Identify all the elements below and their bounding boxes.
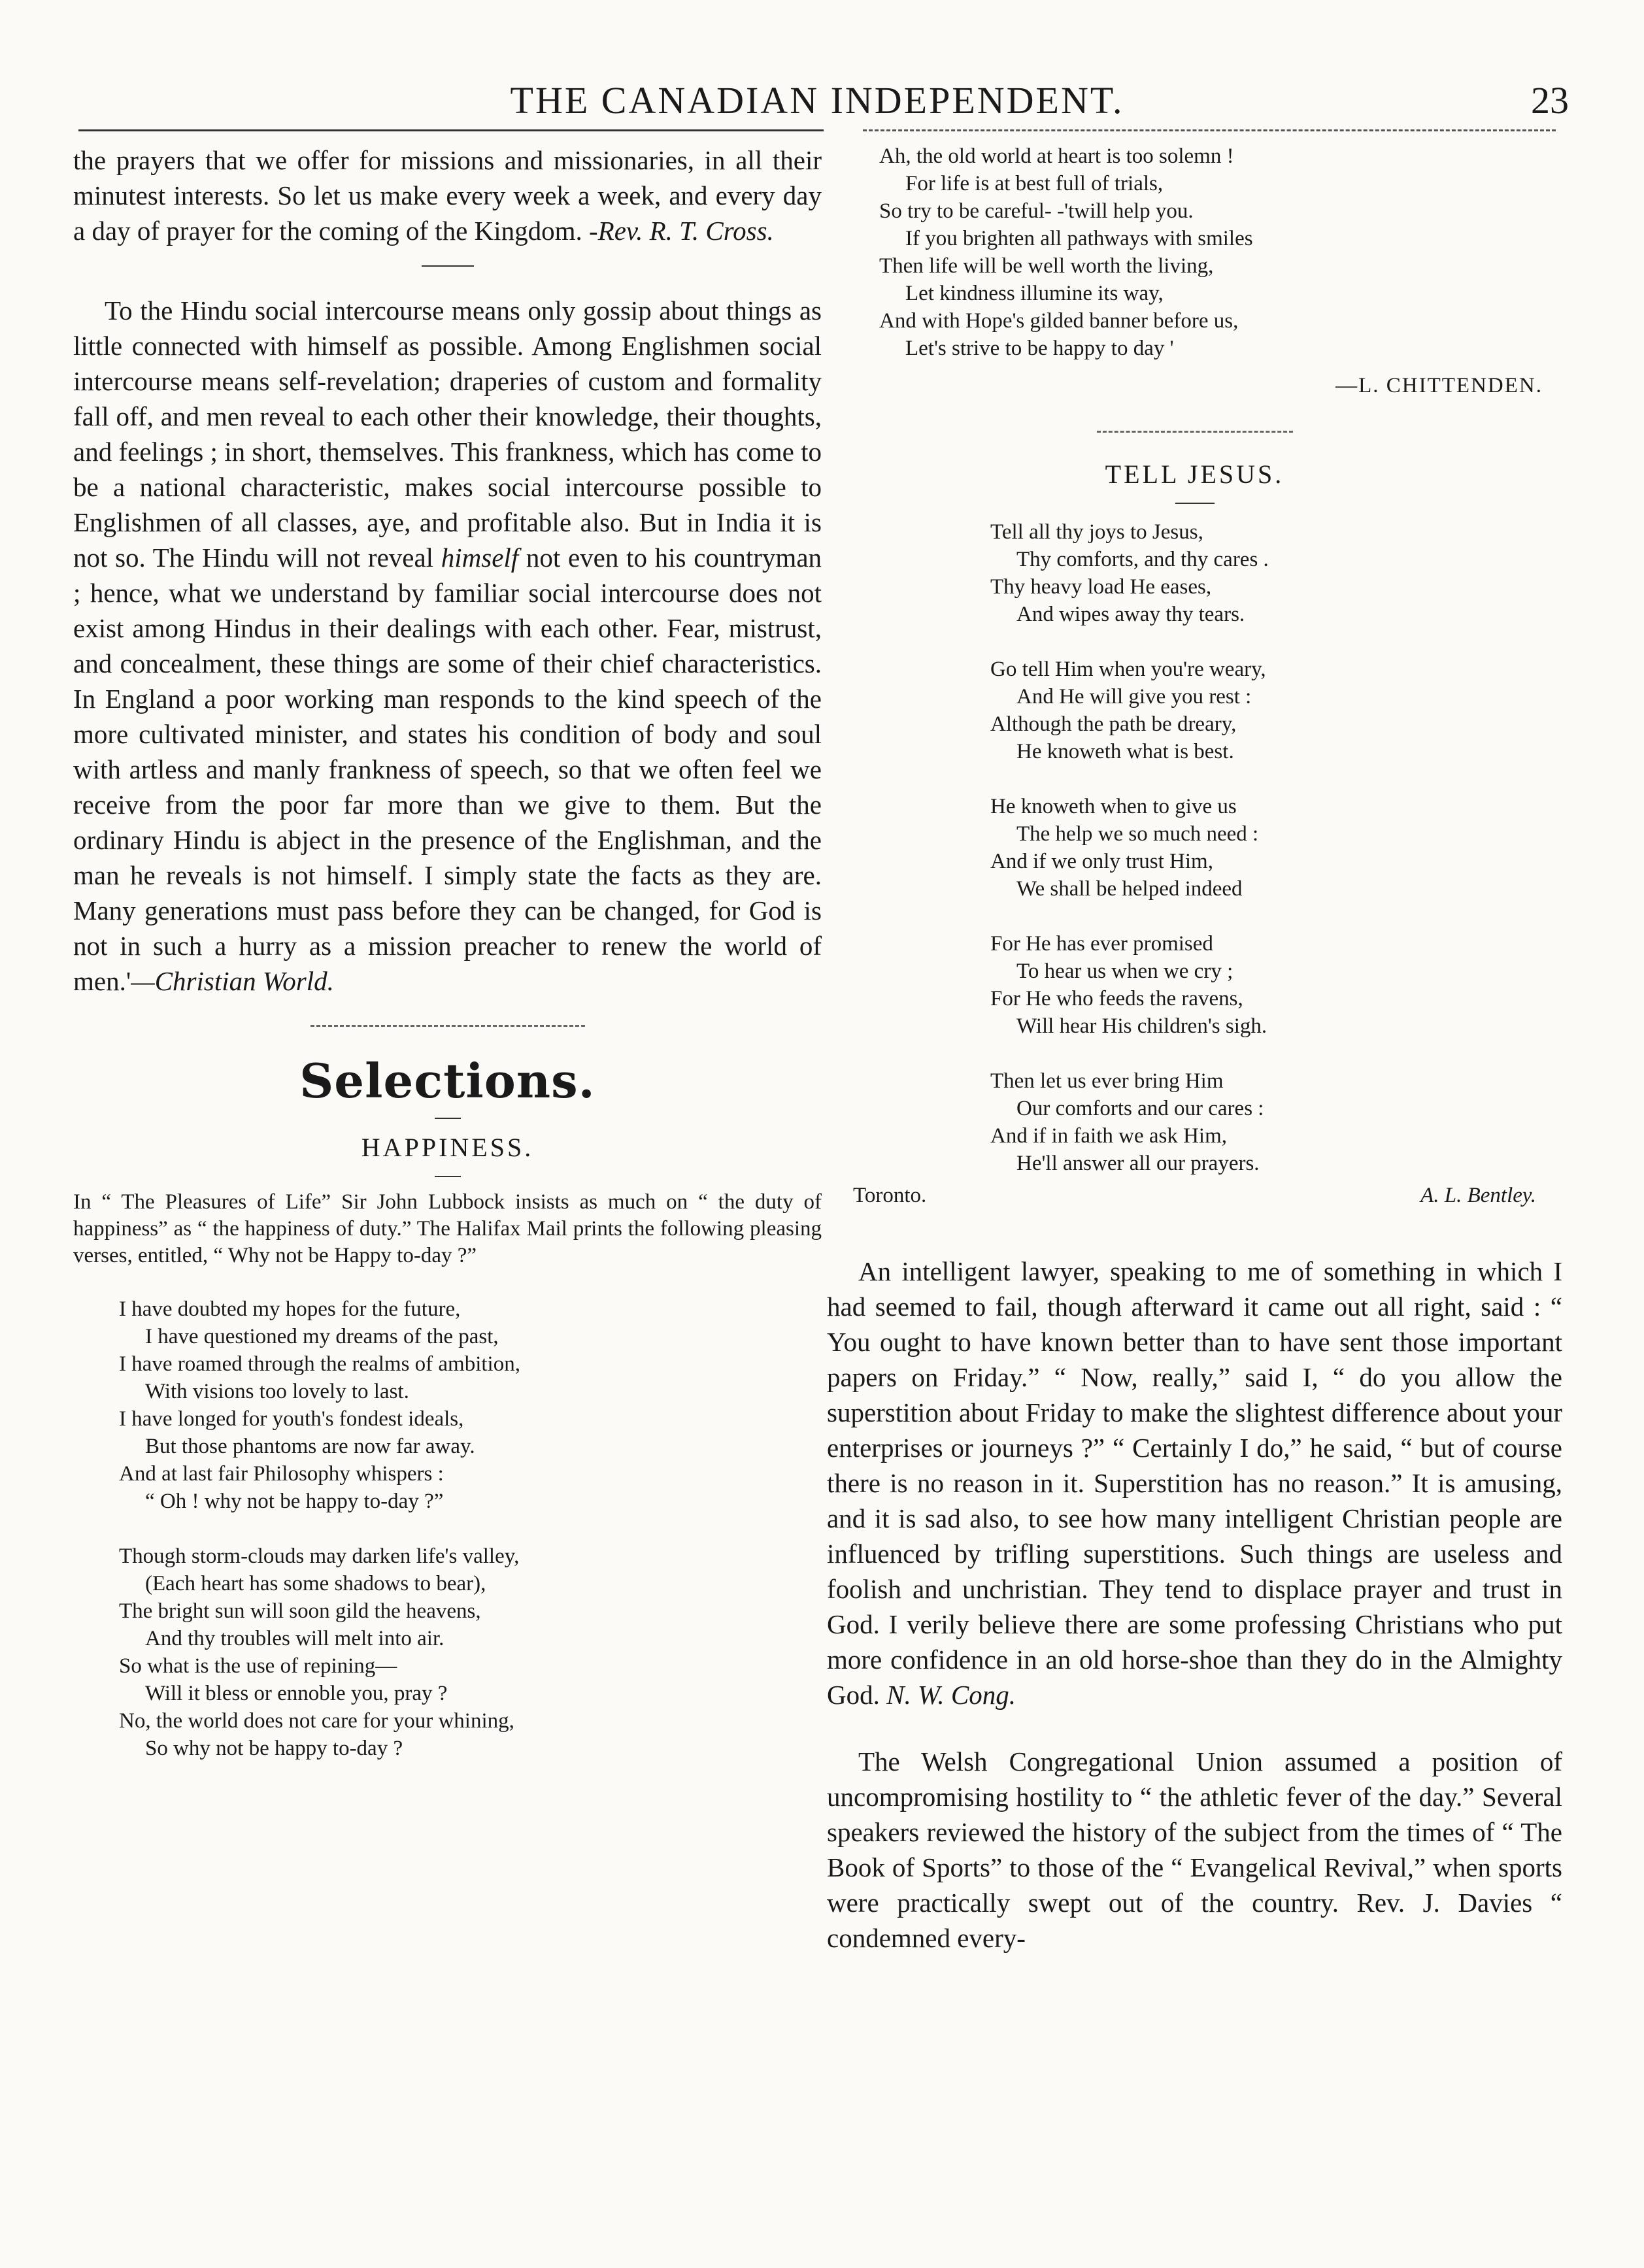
poem-line: To hear us when we cry ; xyxy=(1016,959,1233,983)
poem-line: No, the world does not care for your whining, xyxy=(119,1709,514,1733)
paragraph-text: the prayers that we offer for missions and missionaries, in all their minutest interests. So let us make every week a week, and every day a day of prayer for the coming of the Kingdom. xyxy=(73,145,822,246)
separator xyxy=(1175,503,1215,504)
poem-line: The bright sun will soon gild the heavens, xyxy=(119,1599,481,1623)
poem-line: And thy troubles will melt into air. xyxy=(145,1627,445,1650)
poem-line: For He who feeds the ravens, xyxy=(990,987,1243,1010)
poem-line: Ah, the old world at heart is too solemn ! xyxy=(879,144,1234,168)
poem-stanza xyxy=(990,518,1562,628)
poem-stanza xyxy=(990,793,1562,903)
poem-line: Then let us ever bring Him xyxy=(990,1069,1224,1093)
paragraph-text: To the Hindu social intercourse means only gossip about things as little connected with himself as possible. Among Englishmen social intercourse means self-revelation; draperies of custom and formality fall off, and men reveal to each other their knowledge, their thoughts, and feelings ; in short, themselves. This frankness, which has come to be a national characteristic, makes social intercourse possible to Englishmen of all classes, aye, and profitable also. But in India it is not so. The Hindu will not reveal xyxy=(73,295,822,573)
poem-line: (Each heart has some shadows to bear), xyxy=(145,1572,486,1595)
poem-signature xyxy=(853,1184,1536,1208)
right-column xyxy=(827,142,1562,1956)
poem-line: Though storm-clouds may darken life's valley, xyxy=(119,1544,520,1568)
poem-line: And at last fair Philosophy whispers : xyxy=(119,1462,444,1486)
poem-line: And if we only trust Him, xyxy=(990,850,1213,873)
header-rule xyxy=(78,129,824,131)
poem-line: We shall be helped indeed xyxy=(1016,877,1243,901)
poem-line: Thy heavy load He eases, xyxy=(990,575,1212,599)
poem-line: He knoweth when to give us xyxy=(990,795,1237,818)
poem-line: I have questioned my dreams of the past, xyxy=(145,1325,499,1348)
header-rule xyxy=(863,129,1556,131)
poem-stanza xyxy=(119,1543,822,1762)
poem-attribution: —L. CHITTENDEN. xyxy=(1335,374,1543,397)
article-paragraph xyxy=(73,142,822,248)
poem-stanza xyxy=(119,1295,822,1515)
poem-line: For He has ever promised xyxy=(990,932,1213,956)
paragraph-text: not even to his countryman ; hence, what we understand by familiar social intercourse does not exist among Hindus in their dealings with each other. Fear, mistrust, and concealment, these things are some of their chief characteristics. In England a poor working man responds to the kind speech of the more cultivated minister, and states his condition of body and soul with artless and manly frankness of speech, so that we often feel we receive from the poor far more than we give to them. But the ordinary Hindu is abject in the presence of the Englishman, and the man he reveals is not himself. I simply state the facts as they are. Many generations must pass before they can be changed, for God is not in such a hurry as a mission preacher to renew the world of men.' xyxy=(73,542,822,996)
poem-line: Will it bless or ennoble you, pray ? xyxy=(145,1682,448,1705)
separator xyxy=(435,1176,461,1177)
section-heading: Selections. xyxy=(299,1053,596,1109)
poem-line: Although the path be dreary, xyxy=(990,712,1237,736)
poem-line: Tell all thy joys to Jesus, xyxy=(990,520,1203,544)
poem-line: For life is at best full of trials, xyxy=(905,172,1164,195)
poem-line: He knoweth what is best. xyxy=(1016,740,1234,763)
poem-line: I have roamed through the realms of ambition, xyxy=(119,1352,520,1376)
poem-line: And wipes away thy tears. xyxy=(1016,603,1245,626)
separator xyxy=(422,265,474,267)
poem-line: But those phantoms are now far away. xyxy=(145,1435,475,1458)
poem-place: Toronto. xyxy=(853,1184,927,1207)
poem-line: Let kindness illumine its way, xyxy=(905,282,1164,305)
poem-line: He'll answer all our prayers. xyxy=(1016,1152,1260,1175)
poem-author: A. L. Bentley. xyxy=(1420,1184,1536,1207)
paragraph-source: N. W. Cong. xyxy=(886,1680,1016,1710)
article-paragraph xyxy=(827,1254,1562,1712)
poem-line: And He will give you rest : xyxy=(1016,685,1252,709)
page-header xyxy=(0,78,1644,137)
poem-line: So what is the use of repining— xyxy=(119,1654,397,1678)
poem-line: Then life will be well worth the living, xyxy=(879,254,1214,278)
poem-line: So why not be happy to-day ? xyxy=(145,1737,403,1760)
poem-line: Our comforts and our cares : xyxy=(1016,1097,1264,1120)
poem-line: Let's strive to be happy to day ' xyxy=(905,337,1174,360)
poem-line: Go tell Him when you're weary, xyxy=(990,658,1266,681)
poem xyxy=(73,1295,822,1762)
poem-line: If you brighten all pathways with smiles xyxy=(905,227,1253,250)
article-paragraph: The Welsh Congregational Union assumed a position of uncompromising hostility to “ the athletic fever of the day.” Several speakers reviewed the history of the subject from the times of “ The Book of Sports” to those of the “ Evangelical Revival,” when sports were practically swept out of the country. Rev. J. Davies “ condemned every- xyxy=(827,1746,1562,1953)
poem xyxy=(827,518,1562,1177)
separator xyxy=(435,1118,461,1119)
paragraph-source: —Christian World. xyxy=(131,966,334,996)
poem-stanza xyxy=(990,656,1562,765)
publication-title: THE CANADIAN INDEPENDENT. xyxy=(510,79,1124,122)
paragraph-text: An intelligent lawyer, speaking to me of something in which I had seemed to fail, though afterward it came out all right, said : “ You ought to have known better than to have sent those important papers on Friday.” “ Now, really,” said I, “ do you allow the superstition about Friday to make the slightest difference about your enterprises or journeys ?” “ Certainly I do,” he said, “ but of course there is no reason in it. Superstition has no reason.” It is amusing, and it is sad also, to see how many intelligent Christian people are influenced by trifling superstitions. Such things are useless and foolish and unchristian. They tend to displace prayer and trust in God. I verily believe there are some professing Christians who put more confidence in an old horse-shoe than they do in the Almighty God. xyxy=(827,1256,1562,1710)
poem-line: I have doubted my hopes for the future, xyxy=(119,1297,461,1321)
paragraph-emphasis: himself xyxy=(441,542,519,573)
left-column xyxy=(73,142,822,1790)
poem-line: “ Oh ! why not be happy to-day ?” xyxy=(145,1490,444,1513)
page-number: 23 xyxy=(1531,79,1569,122)
poem-line: And if in faith we ask Him, xyxy=(990,1124,1228,1148)
poem-line: Thy comforts, and thy cares . xyxy=(1016,548,1269,571)
poem-title: HAPPINESS. xyxy=(361,1133,534,1162)
poem-line: And with Hope's gilded banner before us, xyxy=(879,309,1239,333)
poem-line: With visions too lovely to last. xyxy=(145,1380,409,1403)
article-paragraph xyxy=(73,293,822,999)
poem-stanza xyxy=(990,1067,1562,1177)
separator xyxy=(310,1025,585,1027)
poem-stanza xyxy=(990,930,1562,1040)
poem-title: TELL JESUS. xyxy=(1105,459,1284,489)
poem-continuation xyxy=(827,142,1562,362)
poem-line: I have longed for youth's fondest ideals, xyxy=(119,1407,464,1431)
paragraph-source: -Rev. R. T. Cross. xyxy=(589,216,774,246)
poem-line: So try to be careful- -'twill help you. xyxy=(879,199,1194,223)
poem-intro: In “ The Pleasures of Life” Sir John Lubbock insists as much on “ the duty of happiness” as “ the happiness of duty.” The Halifax Mail prints the following pleasing verses, entitled, “ Why not be Happy to-day ?” xyxy=(73,1190,822,1267)
poem-line: Will hear His children's sigh. xyxy=(1016,1014,1267,1038)
poem-line: The help we so much need : xyxy=(1016,822,1259,846)
separator xyxy=(1097,431,1293,433)
